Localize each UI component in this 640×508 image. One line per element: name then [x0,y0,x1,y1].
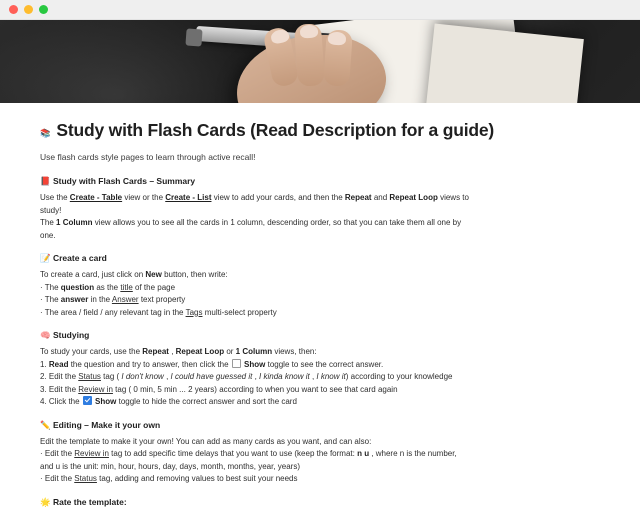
page-title [40,119,600,144]
window-titlebar [0,0,640,20]
fingernail [300,24,319,38]
section-heading-text: Editing – Make it your own [52,419,161,430]
section-heading [40,330,600,341]
page-title-text: Study with Flash Cards (Read Description for a guide) [56,120,495,140]
section-line: one. [40,230,56,240]
section-line: study! [40,205,62,215]
maximize-window-button[interactable] [39,5,48,14]
section-line: · The question as the title of the page [40,282,176,292]
page-content [0,103,640,508]
section-line: Use the Create - Table view or the Create - List view to add your cards, and then the Repeat and Repeat Loop views to [40,193,469,202]
pencil-icon: ✏️ [40,419,51,430]
section-line: 1. Read the question and try to answer, then click the Show toggle to see the correct answer. [40,359,384,369]
section-line: · The answer in the Answer text property [40,295,186,304]
fingernail [328,31,347,45]
minimize-window-button[interactable] [24,5,33,14]
section-editing [40,420,600,485]
section-line: · The area / field / any relevant tag in the Tags multi-select property [40,307,277,317]
section-line: and u is the unit: min, hour, hours, day, days, month, months, year, years) [40,461,300,471]
close-window-button[interactable] [9,5,18,14]
section-line: 4. Click the Show toggle to hide the correct answer and sort the card [40,397,297,406]
section-line: The 1 Column view allows you to see all the cards in 1 column, descending order, so that you can take them all one by [40,218,462,227]
section-line: To study your cards, use the Repeat , Repeat Loop or 1 Column views, then: [40,347,317,356]
section-heading [40,176,600,187]
section-heading-text: Study with Flash Cards – Summary [52,176,196,186]
section-summary [40,176,600,241]
section-heading-text: Studying [52,330,90,340]
show-checkbox-checked-icon[interactable] [83,396,92,405]
memo-icon: 📝 [40,253,51,263]
show-checkbox-icon[interactable] [232,359,241,368]
page-subtitle: Use flash cards style pages to learn through active recall! [40,152,256,162]
books-icon: 📚 [40,128,51,138]
section-rate-template [40,497,600,508]
book-icon: 📕 [40,176,51,186]
brain-icon: 🧠 [40,330,51,340]
marker-pen-cap [185,28,202,46]
section-line: · Edit the Status tag, adding and removing values to best suit your needs [40,474,298,483]
section-heading-text: Rate the template: [52,496,127,507]
section-heading-text: Create a card [52,253,107,263]
section-line: 3. Edit the Review in tag ( 0 min, 5 min ... 2 years) according to when you want to see that card again [40,384,398,394]
section-heading [40,253,600,264]
section-line: · Edit the Review in tag to add specific time delays that you want to use (keep the format: n u , where n is the number, [40,449,457,458]
section-line: 2. Edit the Status tag ( I don't know , I could have guessed it , I kinda know it , I know it) according to your knowledge [40,372,453,381]
section-line: Edit the template to make it your own! You can add as many cards as you want, and can also: [40,436,372,446]
star-icon: 🌟 [40,496,51,507]
section-line: To create a card, just click on New button, then write: [40,270,228,279]
section-heading [40,497,600,508]
section-heading [40,420,600,431]
page-cover-image [0,20,640,103]
section-create-a-card [40,253,600,318]
section-studying [40,330,600,408]
